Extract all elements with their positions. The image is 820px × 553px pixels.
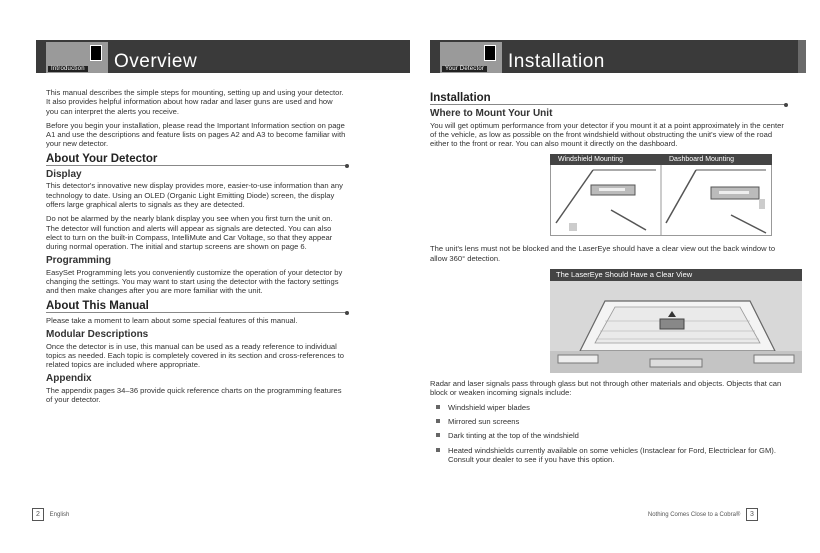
lasereye-figure-label: The LaserEye Should Have a Clear View <box>550 269 802 281</box>
installation-title: Installation <box>508 51 605 72</box>
installation-heading: Installation <box>430 94 785 105</box>
about-manual-paragraph: Please take a moment to learn about some special features of this manual. <box>46 315 298 325</box>
section-tab-label: Your Detector <box>442 66 487 72</box>
page-number: 3 <box>746 508 758 521</box>
list-item: Dark tinting at the top of the windshield <box>430 431 785 440</box>
list-item: Mirrored sun screens <box>430 417 785 426</box>
right-page <box>410 0 820 553</box>
left-footer <box>32 508 73 521</box>
banner-end-cap <box>798 40 806 73</box>
blocking-objects-list <box>430 403 785 464</box>
right-footer <box>644 508 758 521</box>
rear-window-drawing <box>550 281 802 373</box>
lasereye-illustration <box>550 281 802 373</box>
footer-language: English <box>49 511 70 518</box>
installation-banner <box>430 40 802 73</box>
list-item: Heated windshields currently available on some vehicles (Instaclear for Ford, Electriclear for GM). Consult your dealer to see if you have this option. <box>430 446 785 465</box>
appendix-heading: Appendix <box>46 373 92 385</box>
list-item: Windshield wiper blades <box>430 403 785 412</box>
mounting-figure-header <box>550 154 772 165</box>
cobra-logo-icon <box>90 45 102 61</box>
lens-paragraph: The unit's lens must not be blocked and the LaserEye should have a clear view out the back window to allow 360° detection. <box>430 244 776 263</box>
mounting-drawing <box>551 165 771 235</box>
intro-paragraph-2: Before you begin your installation, please read the Important Information section on page A1 and use the descriptions and feature lists on pages A2 and A3 to become familiar with your new detector. <box>46 120 346 149</box>
programming-paragraph: EasySet Programming lets you conveniently customize the operation of your detector by changing the settings. You may want to start using the detector with the factory settings and then make changes after you are more familiar with the unit. <box>46 267 343 296</box>
section-tab-label: Introduction <box>48 66 88 72</box>
modular-heading: Modular Descriptions <box>46 329 149 341</box>
cobra-logo-icon <box>484 45 496 61</box>
overview-banner <box>36 40 410 73</box>
page-number: 2 <box>32 508 44 521</box>
dashboard-mounting-label: Dashboard Mounting <box>669 156 734 164</box>
lasereye-figure <box>550 269 802 373</box>
signals-paragraph: Radar and laser signals pass through glass but not through other materials and objects. Objects that can block or weaken incoming signals include: <box>430 379 782 398</box>
mounting-illustration <box>550 165 772 236</box>
display-heading: Display <box>46 169 82 181</box>
appendix-paragraph: The appendix pages 34–36 provide quick reference charts on the programming features of your detector. <box>46 385 342 405</box>
about-manual-heading: About This Manual <box>46 302 346 313</box>
modular-paragraph: Once the detector is in use, this manual can be used as a ready reference to individual topics as needed. Each topic is completely covered in its section and cross-references to related topics are included where appropriate. <box>46 341 344 370</box>
where-to-mount-heading: Where to Mount Your Unit <box>430 108 553 120</box>
programming-heading: Programming <box>46 255 112 267</box>
display-paragraph-2: Do not be alarmed by the nearly blank display you see when you first turn the unit on. The detector will function and alerts will appear as signals are detected. You can also elect to turn on the built-in Compass, IntelliMute and Car Voltage, so that they appear during normal operation. The initial and startup screens are shown on page 6. <box>46 214 333 252</box>
installation-content <box>430 88 785 469</box>
mounting-figure <box>550 154 772 236</box>
about-detector-heading: About Your Detector <box>46 155 346 166</box>
display-paragraph-1: This detector's innovative new display provides more, easier-to-use information than any technology to date. Using an OLED (Organic Light Emitting Diode) screen, the display offers large graphical alerts to signals as they are detected. <box>46 181 343 209</box>
where-to-mount-paragraph: You will get optimum performance from your detector if you mount it at a point approximately in the center of the vehicle, as low as possible on the front windshield without obstructing the unit's view of the road either to the front or rear. You can also mount it directly on the dashboard. <box>430 120 784 149</box>
windshield-mounting-label: Windshield Mounting <box>558 156 623 164</box>
footer-tagline: Nothing Comes Close to a Cobra® <box>647 511 741 518</box>
overview-title: Overview <box>114 51 198 72</box>
intro-paragraph-1: This manual describes the simple steps for mounting, setting up and using your detector. It also provides helpful information about how radar and laser guns are used and how you can interpret the alerts you receive. <box>46 88 344 116</box>
overview-content <box>46 88 346 409</box>
